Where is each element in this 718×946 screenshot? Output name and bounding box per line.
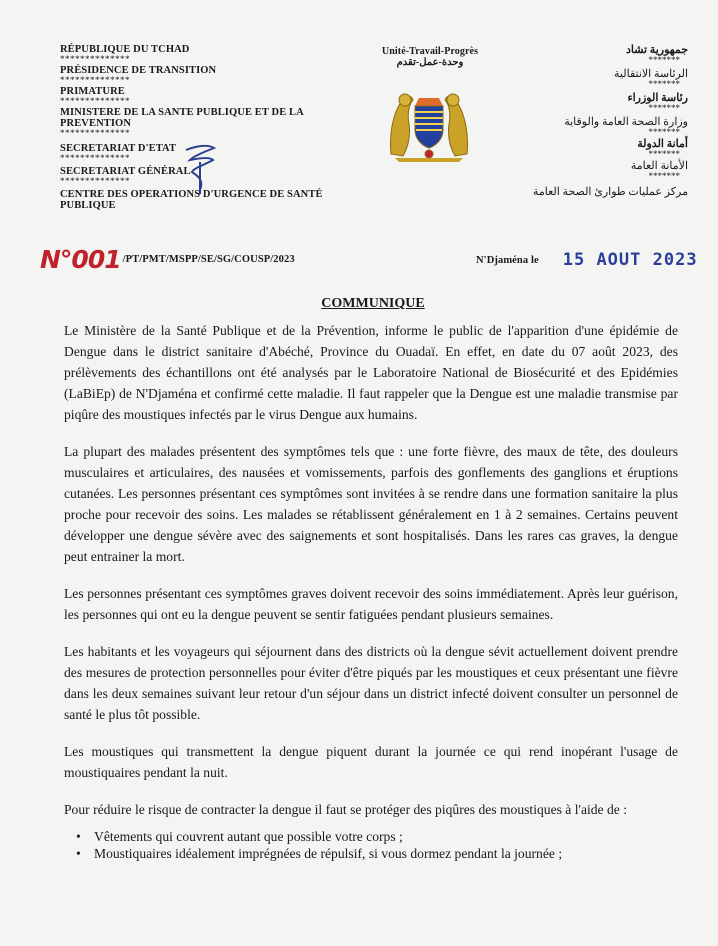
paragraph-2: La plupart des malades présentent des symptômes tels que : une forte fièvre, des maux de tête, des douleurs musculaires et articulaires, des nausées et vomissements, parfois des gonflements des ganglions et éruptions cutanées. Les personnes présentant ces symptômes sont invitées à se rendre dans une formation sanitaire la plus proche pour recevoir des soins. Les malades se rétablissent généralement en 1 à 2 semaines. Certains peuvent développer une dengue sévère avec des saignements et sont hospitalisés. Dans les rares cas graves, la dengue peut entrainer la mort. (64, 444, 678, 564)
signature-mark (180, 140, 220, 196)
header-ministere: MINISTERE DE LA SANTE PUBLIQUE ET DE LA (60, 107, 304, 118)
paragraph-5: Les moustiques qui transmettent la dengue piquent durant la journée ce qui rend inopérant l'usage de moustiquaires pendant la nuit. (64, 744, 678, 780)
header-centre: CENTRE DES OPERATIONS D'URGENCE DE SANTÉ (60, 189, 323, 200)
protection-list (64, 828, 678, 862)
header-stars: ************** (60, 75, 130, 85)
ar-stars: ******* (648, 79, 680, 89)
ar-stars: ******* (648, 127, 680, 137)
header-stars: ************** (60, 176, 130, 186)
header-secretariat-general: SECRETARIAT GÉNÉRAL (60, 166, 191, 177)
ar-centre: مركز عمليات طوارئ الصحة العامة (532, 186, 688, 198)
paragraph-3: Les personnes présentant ces symptômes graves doivent recevoir des soins immédiatement. Après leur guérison, les personnes qui ont eu la dengue peuvent se sentir fatiguées pendant plusieurs semaines. (64, 586, 678, 622)
header-republique: RÉPUBLIQUE DU TCHAD (60, 44, 190, 55)
ar-primature: رئاسة الوزراء (627, 92, 688, 104)
header-presidence: PRÉSIDENCE DE TRANSITION (60, 65, 217, 76)
place-label: N'Djaména le (476, 254, 539, 266)
ar-presidence: الرئاسة الانتقالية (614, 68, 688, 80)
header-ministere-line2: PREVENTION (60, 118, 132, 129)
header-stars: ************** (60, 54, 130, 64)
ar-ministere: وزارة الصحة العامة والوقاية (564, 116, 688, 128)
ar-stars: ******* (648, 171, 680, 181)
ar-stars: ******* (648, 55, 680, 65)
chad-coat-of-arms-icon (385, 84, 473, 164)
reference-code: /PT/PMT/MSPP/SE/SG/COUSP/2023 (122, 253, 295, 265)
date-stamp: 15 AOUT 2023 (562, 250, 698, 270)
paragraph-4: Les habitants et les voyageurs qui séjournent dans des districts où la dengue sévit actuellement doivent prendre des mesures de protection personnelles pour éviter d'être piqués par les moustiques et ceux présentant une fièvre dans les deux semaines suivant leur retour d'un séjour dans un district infecté doivent consulter un personnel de santé le plus tôt possible. (64, 644, 678, 722)
list-item: • Moustiquaires idéalement imprégnées de répulsif, si vous dormez pendant la journée ; (64, 845, 678, 862)
ar-secretariat-etat: أمانة الدولة (637, 138, 688, 150)
paragraph-6: Pour réduire le risque de contracter la dengue il faut se protéger des piqûres des moustiques à l'aide de : (64, 802, 627, 817)
header-primature: PRIMATURE (60, 86, 125, 97)
page-title: COMMUNIQUE (321, 296, 425, 311)
title-wrap (0, 294, 718, 312)
ar-stars: ******* (648, 103, 680, 113)
right-header (520, 44, 688, 198)
header-stars: ************** (60, 96, 130, 106)
paragraph-1: Le Ministère de la Santé Publique et de la Prévention, informe le public de l'apparition d'une épidémie de Dengue dans le district sanitaire d'Abéché, Province du Ouadaï. En effet, en date du 07 août 2023, des prélèvements des échantillons ont été analysés par le Laboratoire National de Biosécurité et des Epidémies (LaBiEp) de N'Djaména et confirmé cette maladie. Il faut rappeler que la Dengue est une maladie transmise par piqûre des moustiques infectés par le virus Dengue aux humains. (64, 323, 678, 422)
header-stars: ************** (60, 153, 130, 163)
reference-line (40, 244, 295, 274)
list-item: • Vêtements qui couvrent autant que possible votre corps ; (64, 828, 678, 845)
motto-fr: Unité-Travail-Progrès (381, 46, 479, 57)
header-centre-line2: PUBLIQUE (60, 200, 116, 211)
center-header (360, 46, 500, 69)
ar-secretariat-general: الأمانة العامة (630, 160, 688, 172)
ar-republique: جمهورية تشاد (625, 44, 688, 56)
header-stars: ************** (60, 128, 130, 138)
body (64, 320, 678, 862)
motto-ar: وحدة-عمل-تقدم (396, 57, 464, 68)
place-date (476, 248, 698, 272)
ar-stars: ******* (648, 149, 680, 159)
handwritten-reference-number: N°001 (40, 244, 121, 274)
header-secretariat-etat: SECRETARIAT D'ETAT (60, 143, 177, 154)
